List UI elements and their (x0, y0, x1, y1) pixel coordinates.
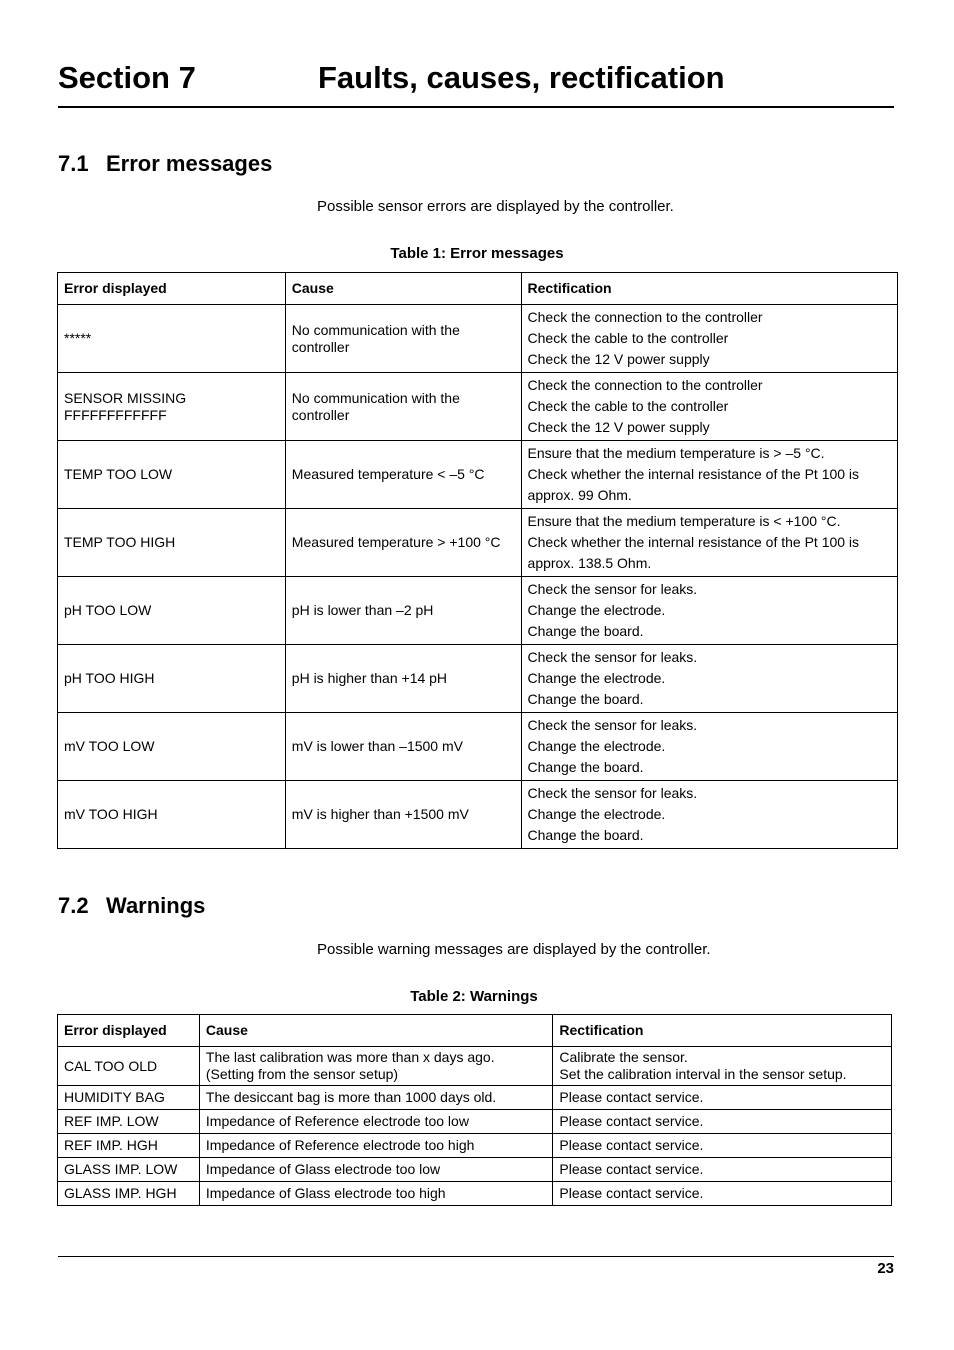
cause-cell (285, 509, 521, 577)
cell-line: Impedance of Reference electrode too low (205, 1113, 469, 1129)
cell-line: Set the calibration interval in the sensor setup. (559, 1066, 847, 1082)
cell-line: Please contact service. (559, 1185, 704, 1201)
cell-line: The last calibration was more than x days ago. (205, 1049, 495, 1065)
cell-line: Check the cable to the controller (527, 398, 729, 414)
table-row (58, 509, 898, 577)
cause-cell (199, 1047, 553, 1086)
cell-line: Change the electrode. (527, 738, 666, 754)
rectification-cell (521, 645, 897, 713)
table-header-row (58, 273, 898, 305)
table-row (58, 373, 898, 441)
cell-line: Check the sensor for leaks. (527, 717, 698, 733)
page-number: 23 (877, 1260, 894, 1277)
rectification-cell (521, 713, 897, 781)
cell-line: Impedance of Glass electrode too low (205, 1161, 441, 1177)
table-row (58, 1086, 892, 1110)
cell-line: Please contact service. (559, 1113, 704, 1129)
heading-warnings (58, 893, 205, 919)
cell-line: CAL TOO OLD (64, 1057, 158, 1074)
error-cell (58, 441, 286, 509)
cell-line: ***** (64, 330, 92, 346)
cell-line: No communication with the controller (291, 389, 460, 423)
cell-line: Change the electrode. (527, 602, 666, 618)
cell-line: Please contact service. (559, 1089, 704, 1105)
cause-cell (285, 305, 521, 373)
cell-line: Please contact service. (559, 1161, 704, 1177)
rectification-cell (521, 305, 897, 373)
cell-line: Change the board. (527, 691, 644, 707)
cell-line: Please contact service. (559, 1137, 704, 1153)
error-intro-text: Possible sensor errors are displayed by the controller. (317, 198, 674, 215)
cell-line: TEMP TOO HIGH (64, 534, 176, 550)
error-messages-table (57, 272, 898, 849)
error-cell (58, 577, 286, 645)
cell-line: pH TOO LOW (64, 602, 152, 618)
cell-line: Check the sensor for leaks. (527, 581, 698, 597)
heading-number: 7.1 (58, 151, 89, 176)
cell-line: Check the connection to the controller (527, 309, 763, 325)
cause-cell (285, 645, 521, 713)
footer-rule (58, 1256, 894, 1257)
error-cell (58, 1047, 200, 1086)
cell-line: Measured temperature > +100 °C (291, 534, 501, 550)
cell-line: Check the connection to the controller (527, 377, 763, 393)
error-cell (58, 645, 286, 713)
column-header: Rectification (521, 273, 897, 305)
table2-caption: Table 2: Warnings (410, 988, 538, 1005)
error-cell (58, 1182, 200, 1206)
cell-line: No communication with the controller (291, 321, 460, 355)
rectification-cell (521, 373, 897, 441)
cell-line: Change the electrode. (527, 670, 666, 686)
table-row (58, 305, 898, 373)
cell-line: (Setting from the sensor setup) (205, 1066, 399, 1082)
cell-line: Change the board. (527, 827, 644, 843)
cause-cell (199, 1086, 553, 1110)
error-cell (58, 373, 286, 441)
rectification-cell (553, 1182, 892, 1206)
cell-line: pH TOO HIGH (64, 670, 155, 686)
rectification-cell (553, 1110, 892, 1134)
table-row (58, 1047, 892, 1086)
cell-line: Change the board. (527, 759, 644, 775)
cell-line: Calibrate the sensor. (559, 1049, 688, 1065)
warnings-table (57, 1014, 892, 1206)
cell-line: mV TOO HIGH (64, 806, 158, 822)
cell-line: REF IMP. LOW (64, 1113, 159, 1129)
cell-line: mV TOO LOW (64, 738, 155, 754)
error-cell (58, 1158, 200, 1182)
cause-cell (199, 1134, 553, 1158)
cell-line: GLASS IMP. LOW (64, 1161, 178, 1177)
cell-line: TEMP TOO LOW (64, 466, 173, 482)
table-row (58, 1158, 892, 1182)
warnings-table-body (58, 1047, 892, 1206)
cause-cell (285, 577, 521, 645)
cell-line: FFFFFFFFFFFF (64, 406, 167, 423)
rectification-cell (521, 441, 897, 509)
rectification-cell (521, 781, 897, 849)
rectification-cell (521, 509, 897, 577)
rectification-cell (553, 1047, 892, 1086)
error-cell (58, 305, 286, 373)
cell-line: Check the sensor for leaks. (527, 649, 698, 665)
cause-cell (285, 713, 521, 781)
rectification-cell (553, 1158, 892, 1182)
table-row (58, 441, 898, 509)
cell-line: mV is lower than –1500 mV (291, 738, 463, 754)
column-header: Error displayed (58, 1015, 200, 1047)
section-header (58, 56, 894, 108)
cause-cell (199, 1158, 553, 1182)
table-row (58, 577, 898, 645)
cell-line: pH is higher than +14 pH (291, 670, 448, 686)
error-table-body (58, 305, 898, 849)
rectification-cell (553, 1134, 892, 1158)
cell-line: Impedance of Glass electrode too high (205, 1185, 446, 1201)
cell-line: Ensure that the medium temperature is < +100 °C. (527, 513, 841, 529)
cell-line: Check the cable to the controller (527, 330, 729, 346)
cell-line: SENSOR MISSING (64, 389, 187, 406)
error-cell (58, 1110, 200, 1134)
table-row (58, 1182, 892, 1206)
error-cell (58, 1086, 200, 1110)
table-row (58, 645, 898, 713)
cell-line: Check the 12 V power supply (527, 419, 710, 435)
table-row (58, 713, 898, 781)
cause-cell (285, 373, 521, 441)
cell-line: The desiccant bag is more than 1000 days old. (205, 1089, 497, 1105)
heading-number: 7.2 (58, 893, 89, 918)
error-cell (58, 1134, 200, 1158)
cell-line: Measured temperature < –5 °C (291, 466, 485, 482)
rectification-cell (553, 1086, 892, 1110)
error-cell (58, 781, 286, 849)
cell-line: REF IMP. HGH (64, 1137, 158, 1153)
error-cell (58, 713, 286, 781)
cell-line: Check whether the internal resistance of the Pt 100 is approx. 138.5 Ohm. (527, 534, 860, 571)
cell-line: mV is higher than +1500 mV (291, 806, 469, 822)
table-row (58, 1110, 892, 1134)
error-cell (58, 509, 286, 577)
table-row (58, 781, 898, 849)
section-title: Faults, causes, rectification (318, 60, 725, 95)
cause-cell (285, 781, 521, 849)
cell-line: HUMIDITY BAG (64, 1089, 165, 1105)
table1-caption: Table 1: Error messages (390, 245, 564, 262)
warning-intro-text: Possible warning messages are displayed by the controller. (317, 941, 711, 958)
cause-cell (199, 1182, 553, 1206)
table-header-row (58, 1015, 892, 1047)
column-header: Error displayed (58, 273, 286, 305)
cell-line: Check whether the internal resistance of the Pt 100 is approx. 99 Ohm. (527, 466, 860, 503)
cell-line: GLASS IMP. HGH (64, 1185, 177, 1201)
cell-line: Check the sensor for leaks. (527, 785, 698, 801)
rectification-cell (521, 577, 897, 645)
column-header: Rectification (553, 1015, 892, 1047)
cell-line: Ensure that the medium temperature is > –5 °C. (527, 445, 825, 461)
column-header: Cause (285, 273, 521, 305)
cause-cell (285, 441, 521, 509)
heading-error-messages (58, 151, 272, 177)
cell-line: pH is lower than –2 pH (291, 602, 434, 618)
cell-line: Change the electrode. (527, 806, 666, 822)
cell-line: Change the board. (527, 623, 644, 639)
cell-line: Check the 12 V power supply (527, 351, 710, 367)
section-number: Section 7 (58, 60, 196, 95)
cell-line: Impedance of Reference electrode too high (205, 1137, 475, 1153)
table-row (58, 1134, 892, 1158)
column-header: Cause (199, 1015, 553, 1047)
heading-title: Error messages (106, 151, 273, 176)
heading-title: Warnings (106, 893, 206, 918)
cause-cell (199, 1110, 553, 1134)
